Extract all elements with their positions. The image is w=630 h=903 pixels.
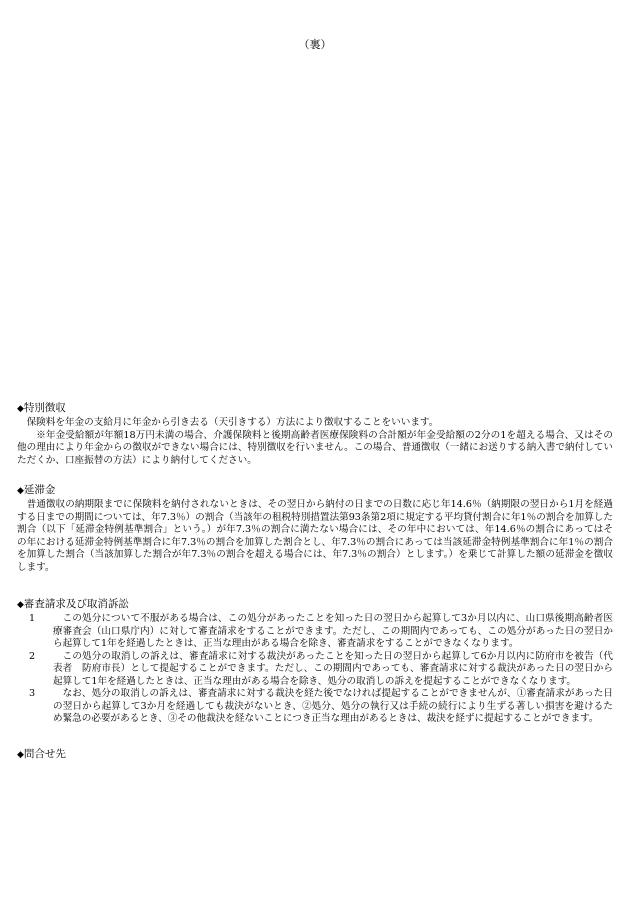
diamond-icon: ◆ [17,600,24,610]
list-item-text: この処分の取消しの訴えは、審査請求に対する裁決があったことを知った日の翌日から起算して6か月以内に防府市を被告（代表者 防府市長）として提起することができます。ただし、この期間内であっても、審査請求に対する裁決があった日の翌日から起算して1年を経過したときは、正当な理由がある場合を除き、処分の取消しの訴えを提起することができなくなります。 [53,650,613,687]
list-item-number: 2 [29,650,36,662]
list-item-text: この処分について不服がある場合は、この処分があったことを知った日の翌日から起算して3か月以内に、山口県後期高齢者医療審査会（山口県庁内）に対して審査請求をすることができます。ただし、この期間内であっても、この処分があった日の翌日から起算して1年を経過したときは、正当な理由がある場合を除き、審査請求をすることができなくなります。 [53,613,613,649]
section-late-fee [17,484,613,574]
diamond-icon: ◆ [17,404,24,414]
list-item [17,651,613,689]
section-heading [17,748,613,762]
section-appeal [17,598,613,726]
section-heading [17,402,613,416]
appeal-list [17,613,613,726]
document-body [17,402,613,763]
section-heading [17,598,613,612]
heading-text: 審査請求及び取消訴訟 [23,598,129,610]
list-item-number: 3 [29,688,36,699]
list-item-text: なお、処分の取消しの訴えは、審査請求に対する裁決を経た後でなければ提起することができませんが、①審査請求があった日の翌日から起算して3か月を経過しても裁決がないとき、②処分、処分の執行又は手続の続行により生ずる著しい損害を避けるため緊急の必要があるとき、③その他裁決を経ないことにつき正当な理由があるときは、裁決を経ずに提起することができます。 [53,688,613,724]
section-heading [17,484,613,498]
list-item [17,613,613,651]
page-side-label: （裏） [298,38,332,51]
list-item [17,688,613,726]
diamond-icon: ◆ [17,749,24,760]
section-contact [17,748,613,762]
paragraph-note: ※年金受給額が年額18万円未満の場合、介護保険料と後期高齢者医療保険料の合計額が年金受給額の2分の1を超える場合、又はその他の理由により年金からの徴収ができない場合には、特別徴収を行いません。この場合、普通徴収（一緒にお送りする納入書で納付していただくか、口座振替の方法）により納付してください。 [17,429,613,466]
heading-text: 特別徴収 [23,402,66,414]
list-item-number: 1 [29,613,36,624]
diamond-icon: ◆ [17,486,24,496]
heading-text: 延滞金 [23,484,56,496]
section-special-collection [17,402,613,467]
paragraph: 保険料を年金の支給月に年金から引き去る（天引きする）方法により徴収することをいいます。 [26,417,439,428]
heading-text: 問合せ先 [23,747,66,760]
paragraph: 普通徴収の納期限までに保険料を納付されないときは、その翌日から納付の日までの日数に応じ年14.6％（納期限の翌日から1月を経過する日までの期間については、年7.3％）の割合（当該年の租税特別措置法第93条第2項に規定する平均貸付割合に年1％の割合を加算した割合（以下「延滞金特例基準割合」という。）が年7.3％の割合に満たない場合には、その年中においては、年14.6％の割合にあってはその年における延滞金特例基準割合に年7.3％の割合を加算した割合とし、年7.3％の割合にあっては当該延滞金特例基準割合に年1％の割合を加算した割合（当該加算した割合が年7.3％の割合を超える場合には、年7.3％の割合）とします。）を乗じて計算した額の延滞金を徴収します。 [17,499,613,573]
